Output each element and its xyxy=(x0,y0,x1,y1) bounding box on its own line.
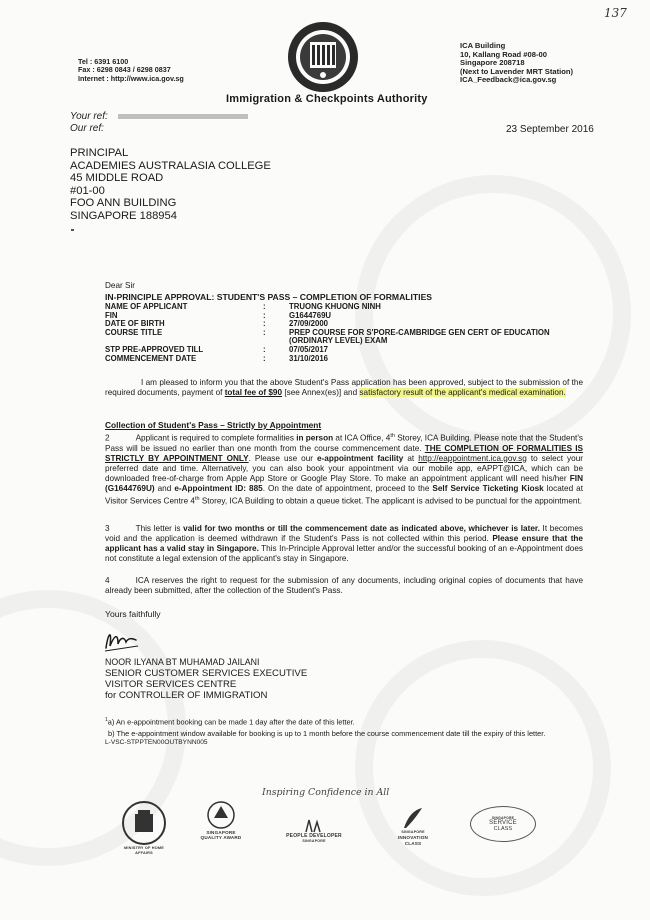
recipient-line: ACADEMIES AUSTRALASIA COLLEGE xyxy=(70,159,271,172)
your-ref-label: Your ref: xyxy=(70,111,108,122)
tel: Tel : 6391 6100 xyxy=(78,57,129,66)
valid-stay-notice: Please ensure that the applicant has a valid stay in Singapore. xyxy=(105,534,583,553)
watermark-crest-bottom xyxy=(355,640,611,896)
mha-logo xyxy=(118,800,170,857)
footnote-a xyxy=(105,716,583,726)
superscript: th xyxy=(194,495,200,502)
innovation-label-b: INNOVATION xyxy=(397,835,429,841)
address-line: Singapore 208718 xyxy=(460,58,525,68)
p4-text: ICA reserves the right to request for the submission of any documents, including original copies of documents that have already been submitted, after the collection of the Student's Pass. xyxy=(105,576,583,595)
medical-condition-highlight: satisfactory result of the applicant's medical examination. xyxy=(359,388,566,397)
field-row: STP PRE-APPROVED TILL : 07/05/2017 xyxy=(105,346,589,355)
address-line: ICA Building xyxy=(460,41,506,50)
salutation: Dear Sir xyxy=(105,281,136,290)
address-line: 10, Kallang Road #08-00 xyxy=(460,49,547,59)
document-code: L-VSC-STPPTEN00OUTBYNN005 xyxy=(105,739,208,747)
field-value: PREP COURSE FOR S'PORE-CAMBRIDGE GEN CERT OF EDUCATION xyxy=(289,327,550,337)
mha-label: MINISTRY OF HOME AFFAIRS xyxy=(124,846,164,856)
handwritten-signature xyxy=(102,622,142,654)
field-value: 07/05/2017 xyxy=(289,344,329,354)
people-developer-label: PEOPLE DEVELOPER xyxy=(286,833,342,839)
service-label-a: SINGAPORE xyxy=(491,815,515,820)
p2-text: Storey, ICA Building to obtain a queue ticket. The applicant is advised to be punctual for the appointment. xyxy=(199,496,583,506)
internet: Internet : http://www.ica.gov.sg xyxy=(78,73,184,83)
signatory-department: VISITOR SERVICES CENTRE xyxy=(105,679,237,690)
p2-text: Self Service Ticketing Kiosk xyxy=(432,483,544,493)
service-label-b: SERVICE xyxy=(489,820,517,827)
field-value: G1644769U xyxy=(289,310,332,320)
paragraph-2 xyxy=(105,431,583,506)
p2-text: in person xyxy=(296,433,334,443)
field-value: (ORDINARY LEVEL) EXAM xyxy=(289,336,388,346)
people-developer-logo xyxy=(280,818,348,845)
field-row: COMMENCEMENT DATE : 31/10/2016 xyxy=(105,355,589,364)
field-label: DATE OF BIRTH xyxy=(105,319,165,329)
ica-crest-logo xyxy=(286,20,360,94)
field-row: NAME OF APPLICANT : TRUONG KHUONG NINH xyxy=(105,303,589,312)
feedback-email: ICA_Feedback@ica.gov.sg xyxy=(460,75,557,85)
scan-mark xyxy=(71,229,74,231)
letter-date: 23 September 2016 xyxy=(506,124,594,135)
total-fee: total fee of $90 xyxy=(224,388,283,397)
page-number: 137 xyxy=(604,6,627,20)
field-label: STP PRE-APPROVED TILL xyxy=(105,344,204,354)
p2-text: at ICA Office, 4 xyxy=(333,433,391,443)
p3-text: This letter is xyxy=(135,524,184,533)
p2-text: e-appointment facility xyxy=(317,453,404,463)
para-number: 3 xyxy=(105,524,110,533)
appointment-only-notice: THE COMPLETION OF FORMALITIES IS STRICTLY BY APPOINTMENT ONLY xyxy=(105,443,584,463)
recipient-line: SINGAPORE 188954 xyxy=(70,209,177,222)
recipient-line: 45 MIDDLE ROAD xyxy=(70,172,164,185)
p2-text: Storey, ICA Building. Please note that the Student's Pass will be issued no earlier than one month from the course commencement date. xyxy=(105,433,583,453)
closing: Yours faithfully xyxy=(105,609,161,619)
field-row: DATE OF BIRTH : 27/09/2000 xyxy=(105,320,589,329)
signatory-name: NOOR ILYANA BT MUHAMAD JAILANI xyxy=(105,657,260,667)
field-value: 27/09/2000 xyxy=(289,319,329,329)
eappointment-link[interactable]: http://eappointment.ica.gov.sg xyxy=(418,453,527,463)
innovation-class-logo xyxy=(388,806,438,846)
tagline: Inspiring Confidence in All xyxy=(262,787,390,798)
paragraph-3 xyxy=(105,524,583,564)
field-label: COURSE TITLE xyxy=(105,327,163,337)
signatory-block xyxy=(105,657,307,701)
applicant-details xyxy=(105,303,589,363)
field-value: TRUONG KHUONG NINH xyxy=(289,302,381,311)
p2-text: at xyxy=(403,453,419,463)
contact-block xyxy=(78,58,184,83)
service-class-logo xyxy=(468,806,538,842)
footnote-b: b) The e-appointment window available for booking is up to 1 month before the course commencement date till the expiry of this letter. xyxy=(108,729,546,739)
p1-text: I am pleased to inform you that the above Student's Pass application has been approved, subject to the submission of the required documents, payment of xyxy=(105,378,583,397)
p2-text: located at Visitor Services Centre 4 xyxy=(105,483,583,506)
address-line: (Next to Lavender MRT Station) xyxy=(460,66,574,76)
field-label: COMMENCEMENT DATE xyxy=(105,353,197,363)
recipient-line: FOO ANN BUILDING xyxy=(70,197,177,210)
recipient-line: PRINCIPAL xyxy=(70,147,129,159)
people-developer-sub: SINGAPORE xyxy=(302,839,326,844)
innovation-label-a: SINGAPORE xyxy=(401,830,425,834)
signatory-authority: for CONTROLLER OF IMMIGRATION xyxy=(105,690,268,701)
p2-text: Applicant is required to complete formalities xyxy=(135,433,297,443)
superscript: th xyxy=(390,433,395,439)
footnote-a-text: a) An e-appointment booking can be made 1 day after the date of this letter. xyxy=(107,717,355,727)
authority-title: Immigration & Checkpoints Authority xyxy=(226,93,428,105)
eappointment-id: e-Appointment ID: 885 xyxy=(174,483,263,493)
quality-award-label: SINGAPORE QUALITY AWARD xyxy=(200,830,242,841)
signatory-title: SENIOR CUSTOMER SERVICES EXECUTIVE xyxy=(105,668,308,679)
recipient-address xyxy=(70,147,290,222)
approval-paragraph xyxy=(105,378,583,398)
footnote-marker: 1 xyxy=(105,717,108,723)
p1-text: [see Annex(es)] and xyxy=(282,388,360,397)
quality-award-logo xyxy=(198,800,244,841)
p2-text: and xyxy=(154,483,175,493)
p2-text: . Please use our xyxy=(248,453,317,463)
field-row: FIN : G1644769U xyxy=(105,312,589,321)
recipient-line: #01-00 xyxy=(70,184,105,197)
innovation-label-c: CLASS xyxy=(404,840,422,846)
field-value: 31/10/2016 xyxy=(289,353,329,363)
fax: Fax : 6298 0843 / 6298 0837 xyxy=(78,65,171,75)
service-class-emblem xyxy=(470,806,536,842)
footnotes xyxy=(105,716,583,747)
p3-text: This In-Principle Approval letter and/or the successful booking of an e-Appointment does not constitute a legal extension of the applicant's stay in Singapore. xyxy=(105,544,583,563)
paragraph-4 xyxy=(105,576,583,596)
service-label-c: CLASS xyxy=(493,825,513,832)
field-row: COURSE TITLE : PREP COURSE FOR S'PORE-CAMBRIDGE GEN CERT OF EDUCATION xyxy=(105,329,589,338)
p2-text: to select your preferred date and time. Alternatively, you can also book your appointment via our mobile app, eAPPT@ICA, which can be downloaded free-of-charge from Apple App Store or Google Play Store. To make an appointment applicant will need his/her xyxy=(105,453,583,483)
collection-heading: Collection of Student's Pass – Strictly by Appointment xyxy=(105,420,322,430)
ref-block xyxy=(70,111,108,135)
our-ref-label: Our ref: xyxy=(70,123,104,134)
field-label: NAME OF APPLICANT xyxy=(105,302,188,311)
redacted-ref xyxy=(118,114,248,119)
field-label: FIN xyxy=(105,310,118,320)
p3-text: It becomes void and the application is deemed withdrawn if the Student's Pass is not collected within this period. xyxy=(105,524,583,543)
fin-number: FIN (G1644769U) xyxy=(105,473,583,493)
p2-text: . On the date of appointment, proceed to the xyxy=(262,483,433,493)
para-number: 4 xyxy=(105,576,110,585)
address-block xyxy=(460,42,573,85)
validity-notice: valid for two months or till the commencement date as indicated above, whichever is later. xyxy=(183,524,540,533)
para-number: 2 xyxy=(105,433,110,443)
subject-line: IN-PRINCIPLE APPROVAL: STUDENT'S PASS – COMPLETION OF FORMALITIES xyxy=(105,292,433,302)
